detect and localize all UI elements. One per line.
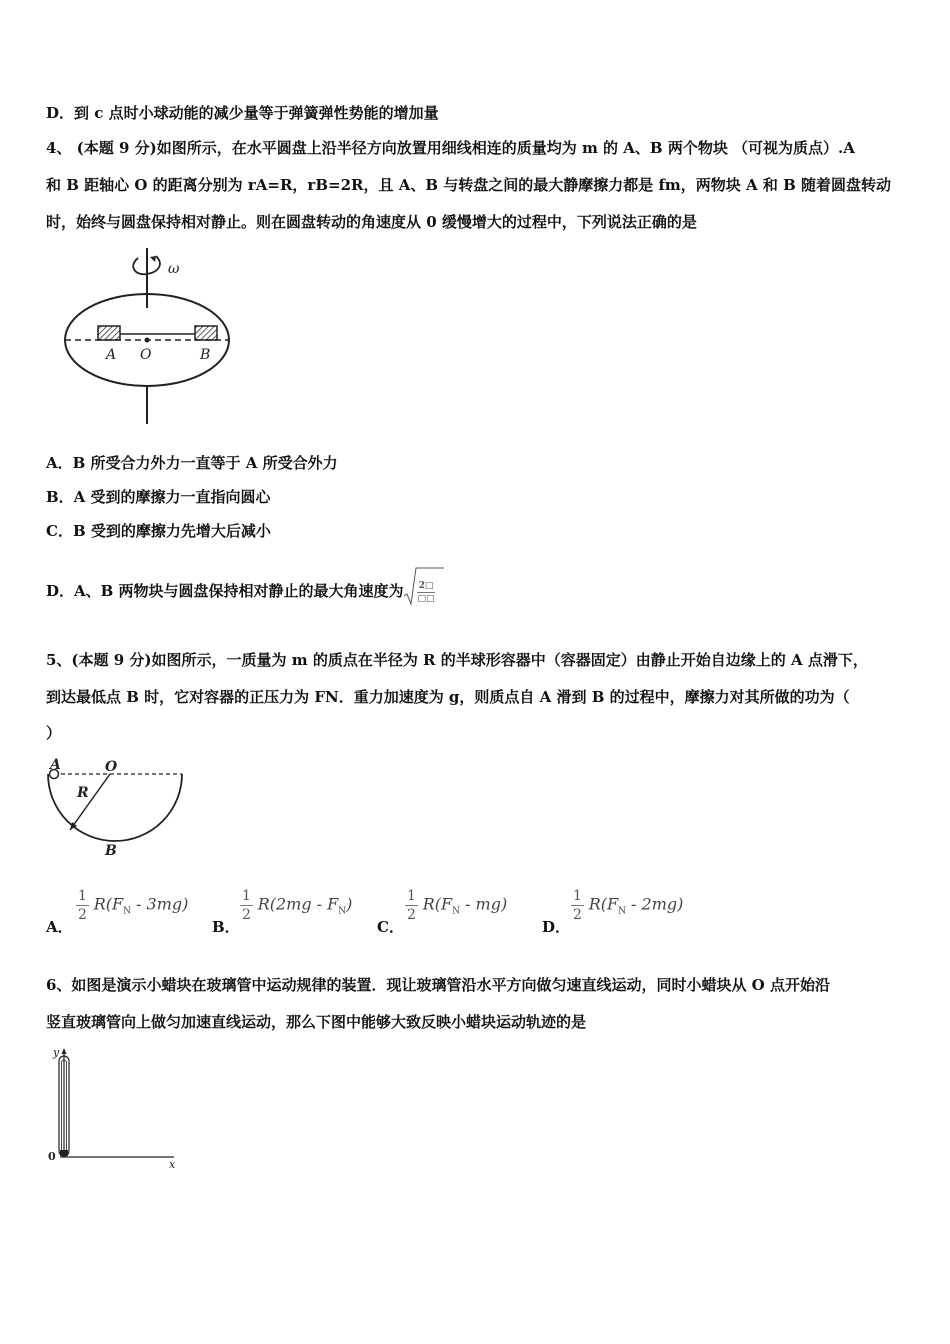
q5-hemisphere-figure bbox=[44, 756, 189, 861]
q4-option-a: A．B 所受合力外力一直等于 A 所受合外力 bbox=[46, 454, 338, 472]
q5-stem-line3: ） bbox=[46, 724, 62, 742]
q5-option-a-expr: $\frac{1}{2}$ $R(F_N - 3mg)$ bbox=[78, 888, 189, 923]
q4-stem-line2: 和 B 距轴心 O 的距离分别为 rA=R，rB=2R，且 A、B 与转盘之间的最大静摩擦力都是 fm，两物块 A 和 B 随着圆盘转动 bbox=[46, 176, 891, 194]
omega-symbol: ω bbox=[168, 261, 180, 277]
q5-option-b-expr: $\frac{1}{2}$ $R(2mg - F_N)$ bbox=[242, 888, 353, 923]
q4-stem-line3: 时，始终与圆盘保持相对静止。则在圆盘转动的角速度从 0 缓慢增大的过程中，下列说法正确的是 bbox=[46, 213, 697, 231]
q5-option-c-expr: $\frac{1}{2}$ $R(F_N - mg)$ bbox=[407, 888, 508, 923]
q4-turntable-figure bbox=[60, 248, 240, 428]
sqrt-expression: $\frac{2□}{□□}$ bbox=[404, 588, 436, 613]
q5-stem-line2: 到达最低点 B 时，它对容器的正压力为 FN．重力加速度为 g，则质点自 A 滑到 B 的过程中，摩擦力对其所做的功为（ bbox=[46, 688, 850, 706]
q5-option-b-label: B． bbox=[212, 918, 240, 936]
label-a: A bbox=[106, 347, 117, 363]
origin-label: 0 bbox=[48, 1150, 56, 1163]
label-a: A bbox=[50, 757, 61, 773]
q5-option-a-label: A． bbox=[46, 918, 73, 936]
q6-stem-line2: 竖直玻璃管向上做匀加速直线运动，那么下图中能够大致反映小蜡块运动轨迹的是 bbox=[46, 1013, 587, 1031]
q4-option-d: D．A、B 两物块与圆盘保持相对静止的最大角速度为 $\frac{2□}{□□}$ bbox=[46, 581, 435, 613]
label-r: R bbox=[77, 785, 89, 801]
label-b: B bbox=[200, 347, 211, 363]
q6-glass-tube-figure bbox=[44, 1044, 184, 1172]
label-o: O bbox=[140, 347, 152, 363]
y-axis-label: y bbox=[53, 1046, 60, 1059]
label-o: O bbox=[105, 759, 118, 775]
label-b: B bbox=[105, 843, 117, 859]
q6-stem-line1: 6、如图是演示小蜡块在玻璃管中运动规律的装置．现让玻璃管沿水平方向做匀速直线运动，同时小蜡块从 O 点开始沿 bbox=[46, 976, 830, 994]
q3-option-d: D．到 c 点时小球动能的减少量等于弹簧弹性势能的增加量 bbox=[46, 104, 439, 122]
x-axis-label: x bbox=[169, 1158, 176, 1171]
q4-option-c: C．B 受到的摩擦力先增大后减小 bbox=[46, 522, 271, 540]
q5-option-d-label: D． bbox=[542, 918, 571, 936]
q5-stem-line1: 5、(本题 9 分)如图所示，一质量为 m 的质点在半径为 R 的半球形容器中（容器固定）由静止开始自边缘上的 A 点滑下， bbox=[46, 651, 868, 669]
q5-option-d-expr: $\frac{1}{2}$ $R(F_N - 2mg)$ bbox=[573, 888, 684, 923]
q4-stem-line1: 4、 (本题 9 分)如图所示，在水平圆盘上沿半径方向放置用细线相连的质量均为 m 的 A、B 两个物块 （可视为质点）.A bbox=[46, 139, 855, 157]
q4-option-b: B．A 受到的摩擦力一直指向圆心 bbox=[46, 488, 271, 506]
q5-option-c-label: C． bbox=[377, 918, 404, 936]
